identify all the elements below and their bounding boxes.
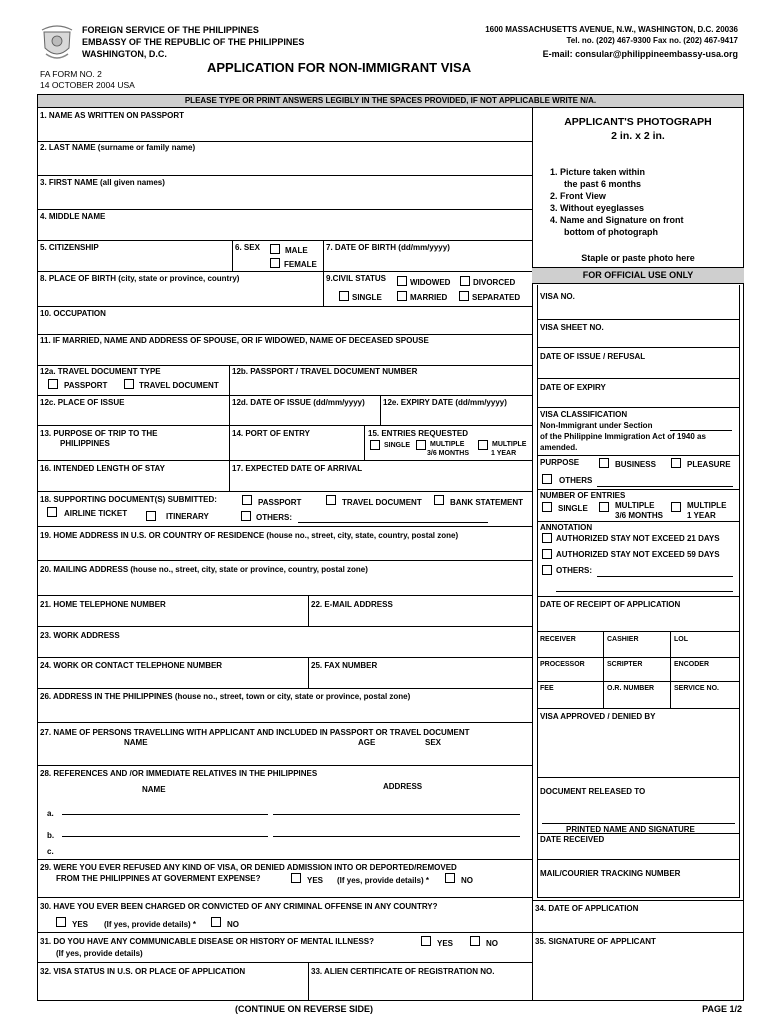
non-immigrant-label: Non-Immigrant under Section (540, 421, 653, 430)
auth-59-checkbox[interactable] (542, 549, 552, 559)
spouse-input[interactable] (38, 346, 532, 365)
field-28-label: 28. REFERENCES AND /OR IMMEDIATE RELATIVES IN THE PHILIPPINES (40, 769, 318, 778)
continue-note: (CONTINUE ON REVERSE SIDE) (235, 1004, 374, 1014)
amended-label: amended. (540, 443, 578, 452)
field-27-sex-col: SEX (425, 738, 442, 747)
field-13-label-cont: PHILIPPINES (60, 439, 110, 448)
page-number: PAGE 1/2 (702, 1004, 742, 1014)
entries-label: NUMBER OF ENTRIES (540, 491, 626, 500)
field-29-label: 29. WERE YOU EVER REFUSED ANY KIND OF VISA, OR DENIED ADMISSION INTO OR DEPORTED/REMOVED (40, 863, 457, 872)
criminal-yes-label: YES (72, 920, 89, 929)
official-multiple-1y-period: 1 YEAR (687, 511, 716, 520)
official-multiple-1y-label: MULTIPLE (687, 501, 727, 510)
reference-a-name-line[interactable] (62, 814, 268, 815)
photo-req-2: 2. Front View (550, 191, 606, 201)
fee-label: FEE (540, 685, 554, 692)
auth-21-label: AUTHORIZED STAY NOT EXCEED 21 DAYS (556, 534, 720, 543)
criminal-yes-checkbox[interactable] (56, 917, 66, 927)
field-20-label: 20. MAILING ADDRESS (house no., street, city, state or province, country, postal zone) (40, 565, 368, 574)
date-of-application-input[interactable] (533, 914, 743, 931)
field-28-address-col: ADDRESS (383, 782, 423, 791)
criminal-no-checkbox[interactable] (211, 917, 221, 927)
photo-req-1b: the past 6 months (564, 179, 642, 189)
agency-line-3: WASHINGTON, D.C. (82, 49, 167, 59)
mailing-address-input[interactable] (38, 575, 532, 595)
field-27-age-col: AGE (358, 738, 376, 747)
reference-b-address-line[interactable] (273, 836, 520, 837)
photo-req-4b: bottom of photograph (564, 227, 658, 237)
illness-provide-label: (If yes, provide details) (56, 949, 143, 958)
auth-59-label: AUTHORIZED STAY NOT EXCEED 59 DAYS (556, 550, 720, 559)
divorced-label: DIVORCED (473, 278, 516, 287)
field-29-label-cont: FROM THE PHILIPPINES AT GOVERMENT EXPENSE? (56, 874, 261, 883)
male-checkbox[interactable] (270, 244, 280, 254)
field-21-label: 21. HOME TELEPHONE NUMBER (40, 600, 166, 609)
divorced-checkbox[interactable] (460, 276, 470, 286)
field-4-label: 4. MIDDLE NAME (40, 212, 106, 221)
purpose-business-checkbox[interactable] (599, 458, 609, 468)
field-3-label: 3. FIRST NAME (all given names) (40, 178, 165, 187)
support-bank-label: BANK STATEMENT (450, 498, 524, 507)
refused-no-checkbox[interactable] (445, 873, 455, 883)
field-9-label: 9.CIVIL STATUS (326, 274, 387, 283)
support-travel-doc-label: TRAVEL DOCUMENT (342, 498, 422, 507)
agency-line-1: FOREIGN SERVICE OF THE PHILIPPINES (82, 25, 259, 35)
support-itinerary-label: ITINERARY (166, 512, 209, 521)
official-multiple-1y-checkbox[interactable] (671, 502, 681, 512)
embassy-phone: Tel. no. (202) 467-9300 Fax no. (202) 467-9417 (566, 36, 738, 45)
classification-label: VISA CLASSIFICATION (540, 410, 628, 419)
widowed-checkbox[interactable] (397, 276, 407, 286)
expiry-label: DATE OF EXPIRY (540, 383, 606, 392)
field-34-label: 34. DATE OF APPLICATION (535, 904, 639, 913)
support-passport-label: PASSPORT (258, 498, 302, 507)
separated-checkbox[interactable] (459, 291, 469, 301)
photo-req-3: 3. Without eyeglasses (550, 203, 644, 213)
field-19-label: 19. HOME ADDRESS IN U.S. OR COUNTRY OF RESIDENCE (house no., street, city, state, country, postal zone) (40, 531, 459, 540)
travel-doc-type-checkbox[interactable] (124, 379, 134, 389)
female-label: FEMALE (284, 260, 317, 269)
purpose-label: PURPOSE (540, 458, 580, 467)
scripter-label: SCRIPTER (607, 661, 643, 668)
field-35-label: 35. SIGNATURE OF APPLICANT (535, 937, 656, 946)
support-airline-label: AIRLINE TICKET (64, 509, 128, 518)
passport-type-label: PASSPORT (64, 381, 108, 390)
entries-single-checkbox[interactable] (370, 440, 380, 450)
field-28-name-col: NAME (142, 785, 166, 794)
criminal-provide-label: (If yes, provide details) * (104, 920, 197, 929)
purpose-pleasure-label: PLEASURE (687, 460, 731, 469)
or-number-label: O.R. NUMBER (607, 685, 655, 692)
work-address-input[interactable] (38, 641, 532, 657)
field-27-name-col: NAME (124, 738, 148, 747)
entries-multiple-1y-checkbox[interactable] (478, 440, 488, 450)
travel-doc-type-label: TRAVEL DOCUMENT (139, 381, 219, 390)
field-14-label: 14. PORT OF ENTRY (232, 429, 310, 438)
reference-a-address-line[interactable] (273, 814, 520, 815)
field-12c-label: 12c. PLACE OF ISSUE (40, 398, 125, 407)
support-bank-checkbox[interactable] (434, 495, 444, 505)
agency-line-2: EMBASSY OF THE REPUBLIC OF THE PHILIPPINES (82, 37, 305, 47)
entries-multiple-1y-label: MULTIPLE (492, 441, 527, 448)
field-12b-label: 12b. PASSPORT / TRAVEL DOCUMENT NUMBER (232, 367, 418, 376)
philippine-address-input[interactable] (38, 702, 532, 722)
tracking-label: MAIL/COURIER TRACKING NUMBER (540, 869, 681, 878)
photo-req-4: 4. Name and Signature on front (550, 215, 684, 225)
annotation-others-checkbox[interactable] (542, 565, 552, 575)
photo-title: APPLICANT'S PHOTOGRAPH (564, 116, 712, 128)
printed-name-label: PRINTED NAME AND SIGNATURE (566, 825, 695, 834)
purpose-business-label: BUSINESS (615, 460, 656, 469)
field-2-label: 2. LAST NAME (surname or family name) (40, 143, 196, 152)
receiver-label: RECEIVER (540, 636, 576, 643)
name-on-passport-input[interactable] (38, 121, 532, 141)
field-23-label: 23. WORK ADDRESS (40, 631, 120, 640)
field-18-label: 18. SUPPORTING DOCUMENT(S) SUBMITTED: (40, 495, 217, 504)
immigration-act-label: of the Philippine Immigration Act of 1940 as (540, 432, 706, 441)
field-7-label: 7. DATE OF BIRTH (dd/mm/yyyy) (326, 243, 450, 252)
photo-staple-note: Staple or paste photo here (581, 253, 695, 263)
refused-no-label: NO (461, 876, 473, 885)
entries-multiple-36-period: 3/6 MONTHS (427, 450, 470, 457)
official-multiple-36-label: MULTIPLE (615, 501, 655, 510)
passport-type-checkbox[interactable] (48, 379, 58, 389)
date-received-label: DATE RECEIVED (540, 835, 605, 844)
support-others-label: OTHERS: (256, 513, 292, 522)
field-13-label: 13. PURPOSE OF TRIP TO THE (40, 429, 158, 438)
single-checkbox[interactable] (339, 291, 349, 301)
entries-single-label: SINGLE (384, 442, 411, 449)
illness-no-label: NO (486, 939, 498, 948)
receipt-label: DATE OF RECEIPT OF APPLICATION (540, 600, 681, 609)
reference-a-label: a. (47, 809, 54, 818)
form-number: FA FORM NO. 2 (40, 69, 102, 79)
first-name-input[interactable] (38, 188, 532, 209)
entries-multiple-1y-period: 1 YEAR (491, 450, 517, 457)
field-12e-label: 12e. EXPIRY DATE (dd/mm/yyyy) (383, 398, 507, 407)
reference-c-label: c. (47, 847, 54, 856)
philippine-seal (40, 24, 74, 62)
official-multiple-36-checkbox[interactable] (599, 502, 609, 512)
purpose-pleasure-checkbox[interactable] (671, 458, 681, 468)
field-5-label: 5. CITIZENSHIP (40, 243, 99, 252)
illness-yes-label: YES (437, 939, 454, 948)
issue-refusal-label: DATE OF ISSUE / REFUSAL (540, 352, 646, 361)
refused-provide-label: (If yes, provide details) * (337, 876, 430, 885)
reference-b-name-line[interactable] (62, 836, 268, 837)
service-no-label: SERVICE NO. (674, 685, 719, 692)
encoder-label: ENCODER (674, 661, 710, 668)
photo-size: 2 in. x 2 in. (611, 130, 665, 142)
released-label: DOCUMENT RELEASED TO (540, 787, 646, 796)
field-16-label: 16. INTENDED LENGTH OF STAY (40, 464, 165, 473)
official-single-label: SINGLE (558, 504, 588, 513)
female-checkbox[interactable] (270, 258, 280, 268)
instructions-text: PLEASE TYPE OR PRINT ANSWERS LEGIBLY IN THE SPACES PROVIDED, IF NOT APPLICABLE WRITE N/A. (184, 96, 597, 105)
official-multiple-36-period: 3/6 MONTHS (615, 511, 664, 520)
last-name-input[interactable] (38, 153, 532, 175)
annotation-others-label: OTHERS: (556, 566, 592, 575)
support-others-line[interactable] (298, 522, 488, 523)
lol-label: LOL (674, 636, 688, 643)
annotation-label: ANNOTATION (540, 523, 593, 532)
field-22-label: 22. E-MAIL ADDRESS (311, 600, 393, 609)
field-25-label: 25. FAX NUMBER (311, 661, 378, 670)
purpose-others-label: OTHERS (559, 476, 593, 485)
support-travel-doc-checkbox[interactable] (326, 495, 336, 505)
form-date: 14 OCTOBER 2004 USA (40, 80, 135, 90)
male-label: MALE (285, 246, 308, 255)
entries-multiple-36-label: MULTIPLE (430, 441, 465, 448)
field-11-label: 11. IF MARRIED, NAME AND ADDRESS OF SPOUSE, OR IF WIDOWED, NAME OF DECEASED SPOUSE (40, 336, 429, 345)
field-8-label: 8. PLACE OF BIRTH (city, state or province, country) (40, 274, 240, 283)
approved-label: VISA APPROVED / DENIED BY (540, 712, 656, 721)
field-10-label: 10. OCCUPATION (40, 309, 106, 318)
reference-b-label: b. (47, 831, 55, 840)
field-15-label: 15. ENTRIES REQUESTED (368, 429, 469, 438)
widowed-label: WIDOWED (410, 278, 451, 287)
support-passport-checkbox[interactable] (242, 495, 252, 505)
cashier-label: CASHIER (607, 636, 639, 643)
field-24-label: 24. WORK OR CONTACT TELEPHONE NUMBER (40, 661, 223, 670)
illness-yes-checkbox[interactable] (421, 936, 431, 946)
official-single-checkbox[interactable] (542, 502, 552, 512)
single-label: SINGLE (352, 293, 382, 302)
married-checkbox[interactable] (397, 291, 407, 301)
home-address-input[interactable] (38, 541, 532, 560)
field-31-label: 31. DO YOU HAVE ANY COMMUNICABLE DISEASE OR HISTORY OF MENTAL ILLNESS? (40, 937, 374, 946)
entries-multiple-36-checkbox[interactable] (416, 440, 426, 450)
field-17-label: 17. EXPECTED DATE OF ARRIVAL (232, 464, 363, 473)
refused-yes-label: YES (307, 876, 324, 885)
middle-name-input[interactable] (38, 222, 532, 240)
processor-label: PROCESSOR (540, 661, 585, 668)
support-others-checkbox[interactable] (241, 511, 251, 521)
field-30-label: 30. HAVE YOU EVER BEEN CHARGED OR CONVICTED OF ANY CRIMINAL OFFENSE IN ANY COUNTRY? (40, 902, 438, 911)
field-1-label: 1. NAME AS WRITTEN ON PASSPORT (40, 111, 185, 120)
field-33-label: 33. ALIEN CERTIFICATE OF REGISTRATION NO. (311, 967, 495, 976)
official-use-title: FOR OFFICIAL USE ONLY (582, 270, 694, 280)
illness-no-checkbox[interactable] (470, 936, 480, 946)
field-12d-label: 12d. DATE OF ISSUE (dd/mm/yyyy) (232, 398, 365, 407)
embassy-address: 1600 MASSACHUSETTS AVENUE, N.W., WASHINGTON, D.C. 20036 (485, 25, 738, 34)
visa-no-label: VISA NO. (540, 292, 575, 301)
visa-sheet-label: VISA SHEET NO. (540, 323, 604, 332)
support-airline-checkbox[interactable] (47, 507, 57, 517)
form-title: APPLICATION FOR NON-IMMIGRANT VISA (207, 60, 472, 75)
field-6-label: 6. SEX (235, 243, 260, 252)
criminal-no-label: NO (227, 920, 239, 929)
embassy-email: E-mail: consular@philippineembassy-usa.org (542, 49, 738, 59)
field-12a-label: 12a. TRAVEL DOCUMENT TYPE (40, 367, 161, 376)
field-32-label: 32. VISA STATUS IN U.S. OR PLACE OF APPLICATION (40, 967, 246, 976)
signature-input[interactable] (533, 947, 743, 999)
separated-label: SEPARATED (472, 293, 521, 302)
field-27-label: 27. NAME OF PERSONS TRAVELLING WITH APPLICANT AND INCLUDED IN PASSPORT OR TRAVEL DOCUMENT (40, 728, 470, 737)
refused-yes-checkbox[interactable] (291, 873, 301, 883)
occupation-input[interactable] (38, 319, 532, 334)
field-26-label: 26. ADDRESS IN THE PHILIPPINES (house no., street, town or city, state or province, postal zone) (40, 692, 411, 701)
married-label: MARRIED (410, 293, 448, 302)
support-itinerary-checkbox[interactable] (146, 511, 156, 521)
auth-21-checkbox[interactable] (542, 533, 552, 543)
photo-req-1: 1. Picture taken within (550, 167, 646, 177)
purpose-others-checkbox[interactable] (542, 474, 552, 484)
